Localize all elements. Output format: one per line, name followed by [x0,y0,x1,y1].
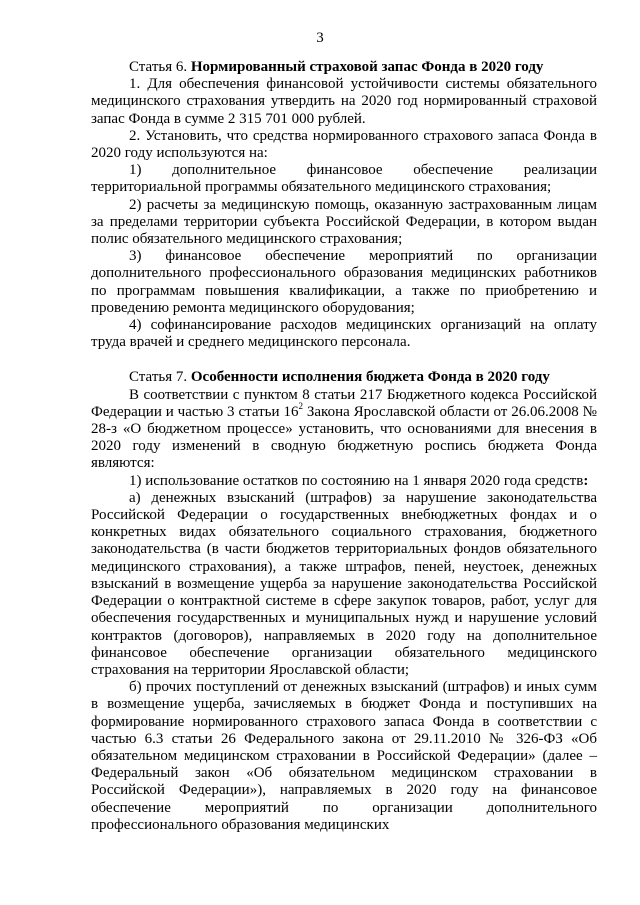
article-6-title: Нормированный страховой запас Фонда в 2020 году [190,59,544,75]
article-7-title: Особенности исполнения бюджета Фонда в 2020 году [190,369,550,386]
article-7-item-1-text: 1) использование остатков по состоянию на 1 января 2020 года средств [129,472,584,489]
article-7-item-1-colon: : [583,472,589,489]
article-6-item-3: 3) финансовое обеспечение мероприятий по организации дополнительного профессионального образования медицинских работников по программам повышения квалификации, а также по приобретению и проведению ремонта медицинского оборудования; [91,248,597,316]
article-7-subitem-b: б) прочих поступлений от денежных взысканий (штрафов) и иных сумм в возмещение ущерба, зачисляемых в бюджет Фонда и поступивших на формирование нормированного страхового запаса Фонда в соответствии с частью 6.3 статьи 26 Федерального закона от 29.11.2010 № 326-ФЗ «Об обязательном медицинском страховании в Российской Федерации» (далее – Федеральный закон «Об обязательном медицинском страховании в Российской Федерации»), направляемых в 2020 году на финансовое обеспечение мероприятий по организации дополнительного профессионального образования медицинских [91,679,597,833]
article-7-intro [91,387,597,473]
page-number: 3 [316,30,324,46]
article-6-paragraph-2: 2. Установить, что средства нормированного страхового запаса Фонда в 2020 году используются на: [91,127,597,162]
document-body [91,59,597,834]
article-6-item-1: 1) дополнительное финансовое обеспечение реализации территориальной программы обязательного медицинского страхования; [91,162,597,196]
article-7-intro-part-1: В соответствии с пунктом 8 статьи 217 Бюджетного кодекса Российской Федерации и частью 3 статьи 16 [91,386,597,420]
article-7-heading [91,369,597,386]
article-6-paragraph-1: 1. Для обеспечения финансовой устойчивости системы обязательного медицинского страхования утвердить на 2020 год нормированный страховой запас Фонда в сумме 2 315 701 000 рублей. [91,76,597,127]
article-7-prefix: Статья 7. [129,369,191,386]
article-6-prefix: Статья 6. [129,59,191,75]
article-6-item-4: 4) софинансирование расходов медицинских организаций на оплату труда врачей и среднего медицинского персонала. [91,317,597,351]
article-7-item-1 [91,473,597,490]
article-6-heading [91,59,597,76]
article-6-item-2: 2) расчеты за медицинскую помощь, оказанную застрахованным лицам за пределами территории субъекта Российской Федерации, в котором выдан полис обязательного медицинского страхования; [91,196,597,248]
article-superscript: 2 [298,400,303,411]
article-7-subitem-a: а) денежных взысканий (штрафов) за нарушение законодательства Российской Федерации о государственных внебюджетных фондах и о конкретных видах обязательного социального страхования, бюджетного законодательства (в части бюджетов территориальных фондов обязательного медицинского страхования), а также штрафов, пеней, неустоек, денежных взысканий в возмещение ущерба за нарушение законодательства Российской Федерации о контрактной системе в сфере закупок товаров, работ, услуг для обеспечения государственных и муниципальных нужд и нарушение условий контрактов (договоров), направляемых в 2020 году на дополнительное финансовое обеспечение организации обязательного медицинского страхования на территории Ярославской области; [91,489,597,678]
article-7-intro-part-2: Закона Ярославской области от 26.06.2008 № 28-з «О бюджетном процессе» установить, что основаниями для внесения в 2020 году изменений в сводную бюджетную роспись бюджета Фонда являются: [91,403,597,472]
section-spacer [91,351,597,369]
